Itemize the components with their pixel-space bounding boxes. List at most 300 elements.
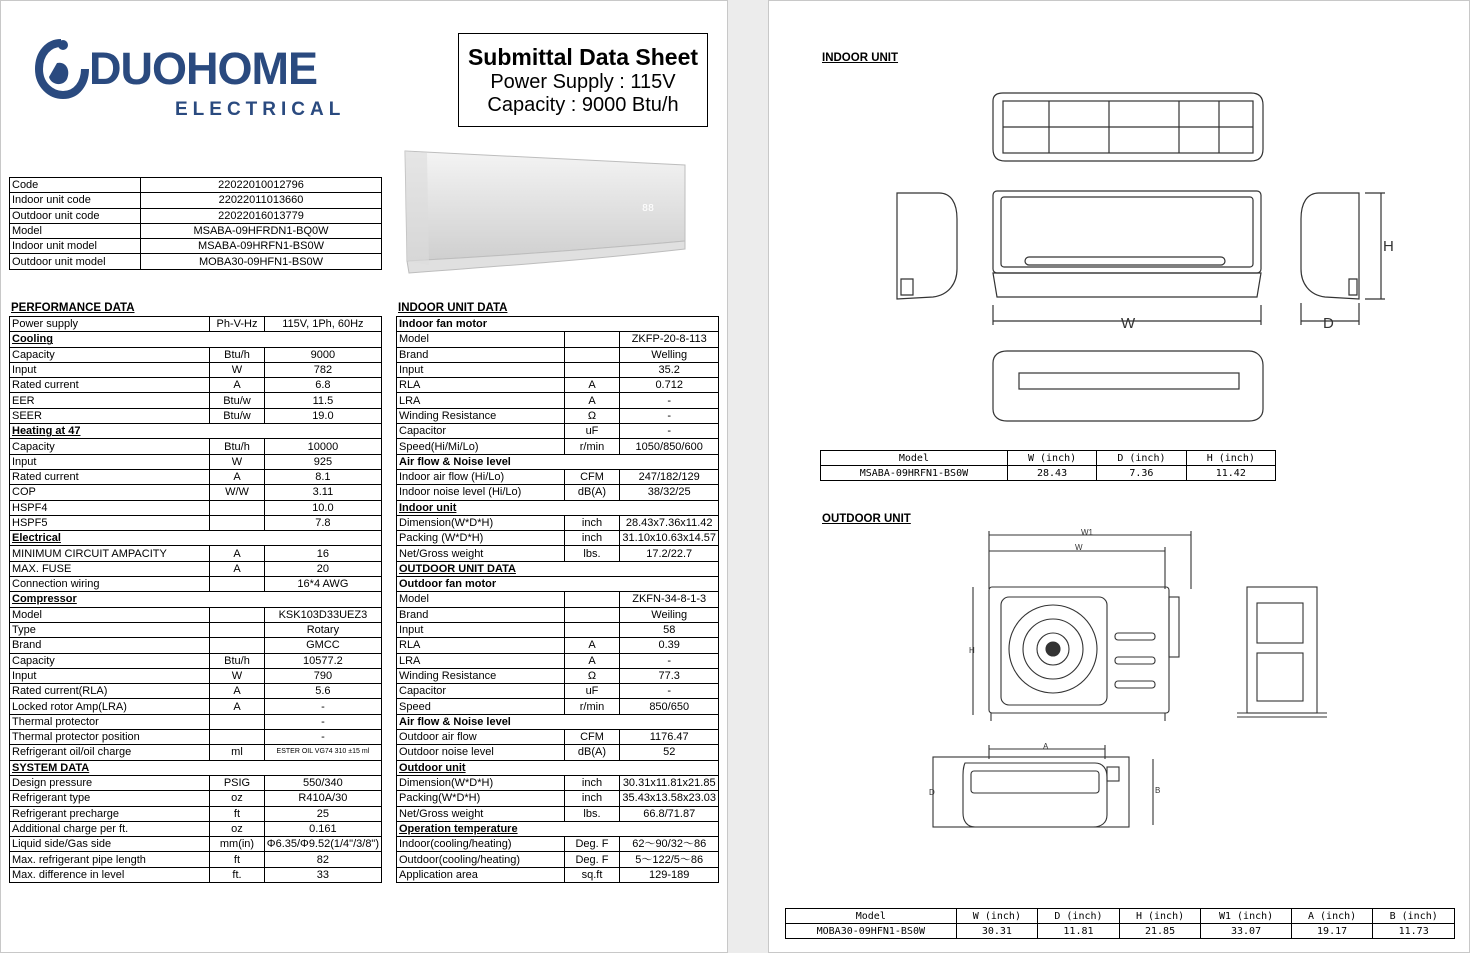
- row-value: 8.1: [264, 469, 381, 484]
- table-row: [397, 714, 719, 729]
- outdoor-b-label: B: [1155, 786, 1161, 795]
- row-value: 82: [264, 852, 381, 867]
- row-value: 11.5: [264, 393, 381, 408]
- row-value: 28.43x7.36x11.42: [620, 515, 719, 530]
- row-label: Brand: [397, 347, 565, 362]
- row-value: GMCC: [264, 638, 381, 653]
- row-label: Max. difference in level: [10, 867, 210, 882]
- row-unit: [210, 730, 265, 745]
- table-row: [397, 546, 719, 561]
- row-label: Speed: [397, 699, 565, 714]
- row-label: Brand: [397, 607, 565, 622]
- row-unit: A: [564, 638, 620, 653]
- row-label: EER: [10, 393, 210, 408]
- row-value: 62～90/32～86: [620, 837, 719, 852]
- dim-value: 11.42: [1186, 466, 1275, 481]
- row-unit: [210, 515, 265, 530]
- dim-value: 11.81: [1038, 924, 1120, 939]
- section-label: Indoor unit: [397, 500, 719, 515]
- table-row: [10, 837, 382, 852]
- row-label: Dimension(W*D*H): [397, 775, 565, 790]
- row-unit: PSIG: [210, 775, 265, 790]
- table-row: [397, 408, 719, 423]
- row-unit: [564, 362, 620, 377]
- row-value: 52: [620, 745, 719, 760]
- row-unit: [210, 622, 265, 637]
- row-label: Input: [397, 622, 565, 637]
- row-label: Winding Resistance: [397, 408, 565, 423]
- row-unit: r/min: [564, 439, 620, 454]
- table-row: [397, 317, 719, 332]
- row-label: RLA: [397, 378, 565, 393]
- row-value: 5.6: [264, 684, 381, 699]
- table-row: [10, 317, 382, 332]
- code-value: MOBA30-09HFN1-BS0W: [141, 254, 382, 269]
- row-label: Max. refrigerant pipe length: [10, 852, 210, 867]
- row-label: Input: [10, 454, 210, 469]
- row-value: R410A/30: [264, 791, 381, 806]
- row-value: 115V, 1Ph, 60Hz: [264, 317, 381, 332]
- row-value: 17.2/22.7: [620, 546, 719, 561]
- row-value: 129-189: [620, 867, 719, 882]
- row-value: 25: [264, 806, 381, 821]
- table-row: [397, 561, 719, 576]
- indoor-dimension-table: [820, 450, 1276, 481]
- table-row: [397, 821, 719, 836]
- row-label: Outdoor noise level: [397, 745, 565, 760]
- table-row: [10, 775, 382, 790]
- row-label: Locked rotor Amp(LRA): [10, 699, 210, 714]
- table-row: [10, 515, 382, 530]
- table-row: [10, 500, 382, 515]
- row-value: -: [264, 714, 381, 729]
- performance-table: [9, 316, 382, 883]
- row-unit: dB(A): [564, 485, 620, 500]
- outdoor-d-label: D: [929, 788, 935, 797]
- row-unit: W: [210, 362, 265, 377]
- row-value: -: [620, 653, 719, 668]
- row-unit: ft.: [210, 867, 265, 882]
- row-unit: sq.ft: [564, 867, 620, 882]
- section-label: SYSTEM DATA: [10, 760, 382, 775]
- row-label: Capacitor: [397, 684, 565, 699]
- section-label: Cooling: [10, 332, 382, 347]
- code-row: [10, 254, 382, 269]
- table-row: [10, 439, 382, 454]
- row-unit: [210, 577, 265, 592]
- row-label: Capacity: [10, 653, 210, 668]
- table-row: [10, 424, 382, 439]
- dim-header: A (inch): [1291, 909, 1373, 924]
- table-row: [10, 454, 382, 469]
- datasheet-page-1: [0, 0, 728, 953]
- row-value: 20: [264, 561, 381, 576]
- table-row: [397, 454, 719, 469]
- row-unit: dB(A): [564, 745, 620, 760]
- sheet-power-supply: Power Supply : 115V: [490, 71, 676, 93]
- row-label: Outdoor air flow: [397, 730, 565, 745]
- row-unit: CFM: [564, 469, 620, 484]
- row-unit: inch: [564, 515, 620, 530]
- row-unit: inch: [564, 775, 620, 790]
- row-label: RLA: [397, 638, 565, 653]
- section-label: Electrical: [10, 531, 382, 546]
- row-unit: Btu/h: [210, 653, 265, 668]
- code-label: Model: [10, 223, 141, 238]
- dim-value: 7.36: [1097, 466, 1186, 481]
- row-label: Rated current(RLA): [10, 684, 210, 699]
- dim-header: H (inch): [1119, 909, 1201, 924]
- row-label: Winding Resistance: [397, 668, 565, 683]
- row-value: 247/182/129: [620, 469, 719, 484]
- dim-value: 21.85: [1119, 924, 1201, 939]
- dim-value: 30.31: [956, 924, 1038, 939]
- code-value: 22022010012796: [141, 178, 382, 193]
- row-value: 925: [264, 454, 381, 469]
- table-row: [10, 638, 382, 653]
- row-label: Indoor(cooling/heating): [397, 837, 565, 852]
- table-row: [397, 362, 719, 377]
- section-label: OUTDOOR UNIT DATA: [397, 561, 719, 576]
- row-value: 0.39: [620, 638, 719, 653]
- row-unit: uF: [564, 424, 620, 439]
- row-value: 1176.47: [620, 730, 719, 745]
- row-value: 38/32/25: [620, 485, 719, 500]
- dim-header: Model: [821, 451, 1008, 466]
- row-value: Φ6.35/Φ9.52(1/4"/3/8"): [264, 837, 381, 852]
- table-row: [397, 607, 719, 622]
- row-unit: uF: [564, 684, 620, 699]
- row-unit: A: [210, 561, 265, 576]
- table-row: [397, 837, 719, 852]
- indoor-w-label: W: [1121, 315, 1136, 332]
- row-value: 33: [264, 867, 381, 882]
- row-unit: oz: [210, 821, 265, 836]
- sheet-title-box: [458, 33, 708, 127]
- row-unit: A: [210, 684, 265, 699]
- row-unit: Ω: [564, 408, 620, 423]
- table-row: [10, 332, 382, 347]
- row-label: Capacity: [10, 439, 210, 454]
- table-row: [397, 393, 719, 408]
- indoor-h-label: H: [1383, 238, 1394, 255]
- table-row: [10, 791, 382, 806]
- row-label: Refrigerant type: [10, 791, 210, 806]
- row-label: Input: [10, 668, 210, 683]
- code-label: Indoor unit model: [10, 239, 141, 254]
- table-row: [397, 852, 719, 867]
- table-row: [10, 393, 382, 408]
- dim-value: MOBA30-09HFN1-BS0W: [786, 924, 957, 939]
- row-unit: A: [210, 546, 265, 561]
- indoor-unit-drawing: [889, 89, 1409, 429]
- table-row: [10, 806, 382, 821]
- row-value: -: [620, 424, 719, 439]
- table-row: [397, 439, 719, 454]
- group-label: Indoor fan motor: [397, 317, 719, 332]
- row-value: ZKFP-20-8-113: [620, 332, 719, 347]
- row-unit: A: [210, 378, 265, 393]
- row-unit: Deg. F: [564, 837, 620, 852]
- row-value: 16: [264, 546, 381, 561]
- row-unit: Ph-V-Hz: [210, 317, 265, 332]
- code-label: Outdoor unit model: [10, 254, 141, 269]
- row-unit: [564, 592, 620, 607]
- code-row: [10, 239, 382, 254]
- table-row: [397, 775, 719, 790]
- row-value: Welling: [620, 347, 719, 362]
- row-label: Thermal protector: [10, 714, 210, 729]
- row-value: KSK103D33UEZ3: [264, 607, 381, 622]
- row-value: 1050/850/600: [620, 439, 719, 454]
- row-unit: Btu/w: [210, 393, 265, 408]
- outdoor-w1-label: W1: [1081, 528, 1093, 537]
- row-value: 31.10x10.63x14.57: [620, 531, 719, 546]
- row-value: 35.2: [620, 362, 719, 377]
- datasheet-page-2: [768, 0, 1470, 953]
- row-unit: Ω: [564, 668, 620, 683]
- row-value: 58: [620, 622, 719, 637]
- table-row: [10, 684, 382, 699]
- performance-heading: PERFORMANCE DATA: [11, 302, 135, 314]
- table-row: [10, 622, 382, 637]
- table-row: [397, 684, 719, 699]
- table-row: [397, 378, 719, 393]
- display-digits: 88: [642, 203, 655, 214]
- row-unit: [564, 607, 620, 622]
- row-label: Indoor noise level (Hi/Lo): [397, 485, 565, 500]
- row-value: 790: [264, 668, 381, 683]
- table-row: [397, 577, 719, 592]
- outdoor-w-label: W: [1075, 543, 1083, 552]
- section-label: Heating at 47: [10, 424, 382, 439]
- row-unit: inch: [564, 531, 620, 546]
- row-unit: mm(in): [210, 837, 265, 852]
- row-unit: Btu/h: [210, 439, 265, 454]
- table-row: [397, 622, 719, 637]
- row-label: Capacitor: [397, 424, 565, 439]
- row-value: Rotary: [264, 622, 381, 637]
- row-label: Rated current: [10, 378, 210, 393]
- sheet-title: Submittal Data Sheet: [467, 44, 699, 70]
- row-unit: W: [210, 668, 265, 683]
- table-row: [397, 699, 719, 714]
- indoor-unit-photo: [397, 145, 692, 291]
- table-row: [10, 867, 382, 882]
- code-label: Code: [10, 178, 141, 193]
- table-row: [397, 760, 719, 775]
- table-row: [397, 469, 719, 484]
- table-row: [10, 546, 382, 561]
- indoor-data-heading: INDOOR UNIT DATA: [398, 302, 508, 314]
- row-unit: [210, 638, 265, 653]
- table-row: [10, 347, 382, 362]
- row-value: 850/650: [620, 699, 719, 714]
- indoor-data-table: [396, 316, 719, 883]
- outdoor-a-label: A: [1043, 742, 1049, 751]
- row-unit: W/W: [210, 485, 265, 500]
- code-label: Outdoor unit code: [10, 208, 141, 223]
- dim-value: 33.07: [1201, 924, 1291, 939]
- row-label: Indoor air flow (Hi/Lo): [397, 469, 565, 484]
- table-row: [397, 668, 719, 683]
- table-row: [397, 347, 719, 362]
- table-row: [10, 531, 382, 546]
- code-row: [10, 223, 382, 238]
- table-row: [10, 577, 382, 592]
- row-label: Refrigerant oil/oil charge: [10, 745, 210, 760]
- row-label: Brand: [10, 638, 210, 653]
- row-unit: [564, 332, 620, 347]
- table-row: [397, 424, 719, 439]
- row-unit: lbs.: [564, 546, 620, 561]
- dim-header: W (inch): [1007, 451, 1096, 466]
- table-row: [397, 515, 719, 530]
- row-label: Packing(W*D*H): [397, 791, 565, 806]
- row-value: 66.8/71.87: [620, 806, 719, 821]
- row-label: Design pressure: [10, 775, 210, 790]
- row-label: LRA: [397, 653, 565, 668]
- row-unit: Btu/h: [210, 347, 265, 362]
- table-row: [10, 821, 382, 836]
- group-label: Air flow & Noise level: [397, 454, 719, 469]
- row-label: Net/Gross weight: [397, 546, 565, 561]
- dim-value: 19.17: [1291, 924, 1373, 939]
- row-value: 550/340: [264, 775, 381, 790]
- table-row: [10, 653, 382, 668]
- row-unit: A: [564, 653, 620, 668]
- row-label: HSPF4: [10, 500, 210, 515]
- row-value: 10.0: [264, 500, 381, 515]
- row-label: Input: [10, 362, 210, 377]
- dim-value: 11.73: [1373, 924, 1455, 939]
- row-unit: A: [564, 393, 620, 408]
- row-unit: A: [210, 469, 265, 484]
- row-label: Model: [397, 592, 565, 607]
- code-value: 22022011013660: [141, 193, 382, 208]
- table-row: [397, 791, 719, 806]
- row-label: Outdoor(cooling/heating): [397, 852, 565, 867]
- dim-header: W (inch): [956, 909, 1038, 924]
- row-label: Liquid side/Gas side: [10, 837, 210, 852]
- table-row: [10, 668, 382, 683]
- dim-value: MSABA-09HRFN1-BS0W: [821, 466, 1008, 481]
- row-value: 16*4 AWG: [264, 577, 381, 592]
- row-label: Power supply: [10, 317, 210, 332]
- indoor-d-label: D: [1323, 315, 1334, 332]
- table-row: [10, 852, 382, 867]
- row-label: SEER: [10, 408, 210, 423]
- row-unit: r/min: [564, 699, 620, 714]
- row-value: -: [620, 684, 719, 699]
- row-unit: W: [210, 454, 265, 469]
- code-value: MSABA-09HRFN1-BS0W: [141, 239, 382, 254]
- table-row: [10, 561, 382, 576]
- row-value: -: [620, 408, 719, 423]
- row-value: 10000: [264, 439, 381, 454]
- row-unit: [210, 607, 265, 622]
- code-row: [10, 193, 382, 208]
- row-value: 782: [264, 362, 381, 377]
- row-value: Weiling: [620, 607, 719, 622]
- row-label: MAX. FUSE: [10, 561, 210, 576]
- row-label: COP: [10, 485, 210, 500]
- row-unit: Btu/w: [210, 408, 265, 423]
- outdoor-dimension-table: [785, 908, 1455, 939]
- row-value: ESTER OIL VG74 310 ±15 ml: [264, 745, 381, 760]
- row-unit: ml: [210, 745, 265, 760]
- row-value: -: [620, 393, 719, 408]
- outdoor-h-label: H: [969, 646, 975, 655]
- table-row: [10, 714, 382, 729]
- table-row: [10, 760, 382, 775]
- dim-header: H (inch): [1186, 451, 1275, 466]
- dim-value: 28.43: [1007, 466, 1096, 481]
- row-unit: A: [210, 699, 265, 714]
- table-row: [10, 730, 382, 745]
- table-row: [397, 806, 719, 821]
- row-label: Application area: [397, 867, 565, 882]
- row-value: 6.8: [264, 378, 381, 393]
- row-value: 7.8: [264, 515, 381, 530]
- table-row: [397, 867, 719, 882]
- row-unit: ft: [210, 852, 265, 867]
- table-row: [10, 699, 382, 714]
- brand-subtitle: ELECTRICAL: [175, 99, 346, 120]
- brand-name: DUOHOME: [89, 43, 317, 94]
- outdoor-unit-drawing-heading: OUTDOOR UNIT: [822, 513, 911, 525]
- row-label: Refrigerant precharge: [10, 806, 210, 821]
- row-value: 10577.2: [264, 653, 381, 668]
- code-row: [10, 208, 382, 223]
- sheet-capacity: Capacity : 9000 Btu/h: [487, 94, 679, 116]
- table-row: [10, 362, 382, 377]
- row-label: Model: [397, 332, 565, 347]
- row-label: Capacity: [10, 347, 210, 362]
- row-label: LRA: [397, 393, 565, 408]
- row-label: Rated current: [10, 469, 210, 484]
- table-row: [397, 592, 719, 607]
- row-value: 3.11: [264, 485, 381, 500]
- row-label: MINIMUM CIRCUIT AMPACITY: [10, 546, 210, 561]
- section-label: Outdoor unit: [397, 760, 719, 775]
- row-unit: [210, 714, 265, 729]
- code-value: MSABA-09HFRDN1-BQ0W: [141, 223, 382, 238]
- row-value: -: [264, 730, 381, 745]
- table-row: [10, 745, 382, 760]
- row-value: 77.3: [620, 668, 719, 683]
- row-value: -: [264, 699, 381, 714]
- dim-header: Model: [786, 909, 957, 924]
- codes-table: [9, 177, 382, 270]
- row-label: Model: [10, 607, 210, 622]
- row-unit: [564, 622, 620, 637]
- row-value: 5～122/5～86: [620, 852, 719, 867]
- table-row: [397, 500, 719, 515]
- row-label: Packing (W*D*H): [397, 531, 565, 546]
- table-row: [10, 607, 382, 622]
- row-label: Connection wiring: [10, 577, 210, 592]
- row-label: Dimension(W*D*H): [397, 515, 565, 530]
- row-label: Speed(Hi/Mi/Lo): [397, 439, 565, 454]
- dim-header: D (inch): [1038, 909, 1120, 924]
- row-label: HSPF5: [10, 515, 210, 530]
- brand-logo-icon: [33, 37, 89, 101]
- row-unit: CFM: [564, 730, 620, 745]
- table-row: [10, 408, 382, 423]
- row-value: 30.31x11.81x21.85: [620, 775, 719, 790]
- section-label: Compressor: [10, 592, 382, 607]
